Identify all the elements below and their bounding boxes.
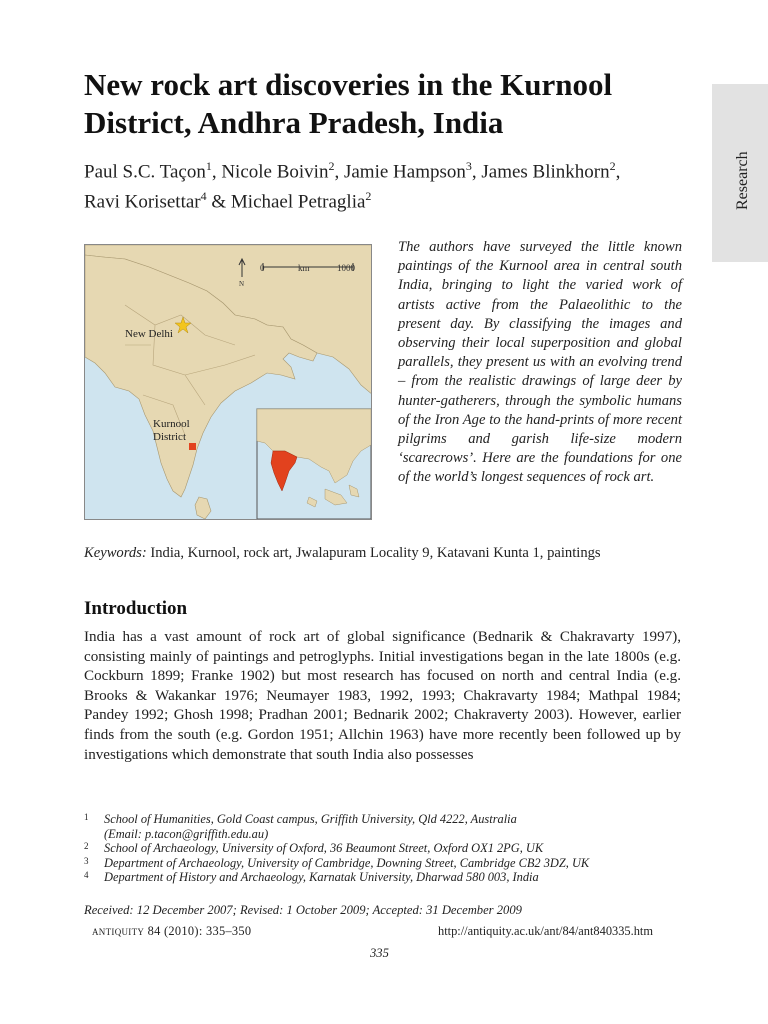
author-name: James Blinkhorn [481, 161, 610, 183]
map-north-label: N [239, 280, 245, 288]
author-name: Ravi Korisettar [84, 191, 201, 213]
map-scale-unit: km [298, 263, 310, 273]
footnote-text: School of Humanities, Gold Coast campus, Griffith University, Qld 4222, Australia [104, 812, 517, 826]
journal-name: antiquity [92, 924, 145, 938]
footnote-number: 1 [84, 812, 89, 822]
author-list [84, 154, 644, 215]
abstract: The authors have surveyed the little known paintings of the Kurnool area in central south India, bringing to light the varied work of artists active from the Palaeolithic to the present day. By classifying the images and observing their local superposition and global parallels, they present us with an evolving trend – from the realistic drawings of large deer by hunter-gatherers, through the symbolic humans of the Iron Age to the hand-prints of more recent pilgrims and garish life-size modern ‘scarecrows’. Here are the foundations for one of the world’s longest sequences of rock art. [398, 239, 682, 486]
article-url[interactable]: http://antiquity.ac.uk/ant/84/ant840335.htm [438, 924, 653, 938]
section-tab-label: Research [734, 151, 751, 210]
footnote-number: 4 [84, 870, 89, 881]
footnote [84, 812, 684, 841]
author-name: Jamie Hampson [343, 161, 466, 183]
author-affiliation: 2 [609, 159, 616, 173]
footnote [84, 841, 684, 856]
location-map-svg [85, 245, 372, 520]
keywords [84, 544, 704, 563]
map-inset [257, 409, 371, 519]
author-affiliation: 3 [465, 159, 472, 173]
footnote [84, 856, 684, 871]
author-name: Nicole Boivin [221, 161, 329, 183]
author-separator: & [206, 191, 231, 213]
author-name: Paul S.C. Taçon [84, 161, 206, 183]
footnote-text: School of Archaeology, University of Oxford, 36 Beaumont Street, Oxford OX1 2PG, UK [104, 841, 544, 856]
map-scale-start: 0 [260, 263, 265, 273]
footnotes [84, 812, 684, 885]
footnote-email[interactable]: (Email: p.tacon@griffith.edu.au) [104, 826, 269, 841]
title-line-1: New rock art discoveries in the Kurnool [84, 67, 613, 102]
received-dates: Received: 12 December 2007; Revised: 1 October 2009; Accepted: 31 December 2009 [84, 903, 522, 917]
map-label-new-delhi: New Delhi [125, 328, 173, 340]
journal-volume-pages: 84 (2010): 335–350 [147, 924, 252, 938]
keywords-list: India, Kurnool, rock art, Jwalapuram Locality 9, Katavani Kunta 1, paintings [150, 545, 601, 561]
section-heading-introduction: Introduction [84, 598, 188, 619]
author-affiliation: 4 [200, 189, 207, 204]
footnote-number: 2 [84, 841, 89, 852]
author-separator: , [615, 161, 621, 183]
keywords-label: Keywords: [84, 545, 147, 561]
author-affiliation: 2 [365, 189, 372, 204]
title-line-2: District, Andhra Pradesh, India [84, 105, 504, 140]
author-affiliation: 1 [205, 159, 212, 173]
journal-citation [92, 924, 251, 939]
author-affiliation: 2 [328, 159, 335, 173]
location-map [84, 244, 372, 520]
map-label-district: District [153, 431, 186, 443]
footnote [84, 870, 684, 885]
kurnool-marker [189, 443, 196, 450]
footnote-text: Department of Archaeology, University of Cambridge, Downing Street, Cambridge CB2 3DZ, UK [104, 855, 590, 870]
author-separator: , [211, 161, 222, 183]
page-number: 335 [370, 946, 389, 960]
map-scale-end: 1000 [337, 263, 355, 273]
introduction-text: India has a vast amount of rock art of global significance (Bednarik & Chakravarty 1997), consisting mainly of paintings and petroglyphs. Initial investigations began in the late 1800s (e.g. Cockburn 1899; Franke 1902) but most research has focused on north and central India (e.g. Brooks & Wakankar 1976; Neumayer 1983, 1992, 1993; Chakravarty 1984; Mathpal 1984; Pandey 1992; Ghosh 1998; Pradhan 2001; Bednarik 2002; Chakraverty 2003). However, earlier finds from the south (e.g. Gordon 1951; Allchin 1963) have more recently been followed up by investigations which demonstrate that south India also possesses [84, 629, 681, 763]
author-name: Michael Petraglia [230, 191, 366, 213]
author-separator: , [334, 161, 344, 183]
footnote-number: 3 [84, 855, 89, 866]
author-separator: , [471, 161, 482, 183]
footnote-text: Department of History and Archaeology, Karnatak University, Dharwad 580 003, India [104, 870, 539, 885]
article-title [84, 66, 704, 142]
map-label-kurnool: Kurnool [153, 418, 190, 430]
